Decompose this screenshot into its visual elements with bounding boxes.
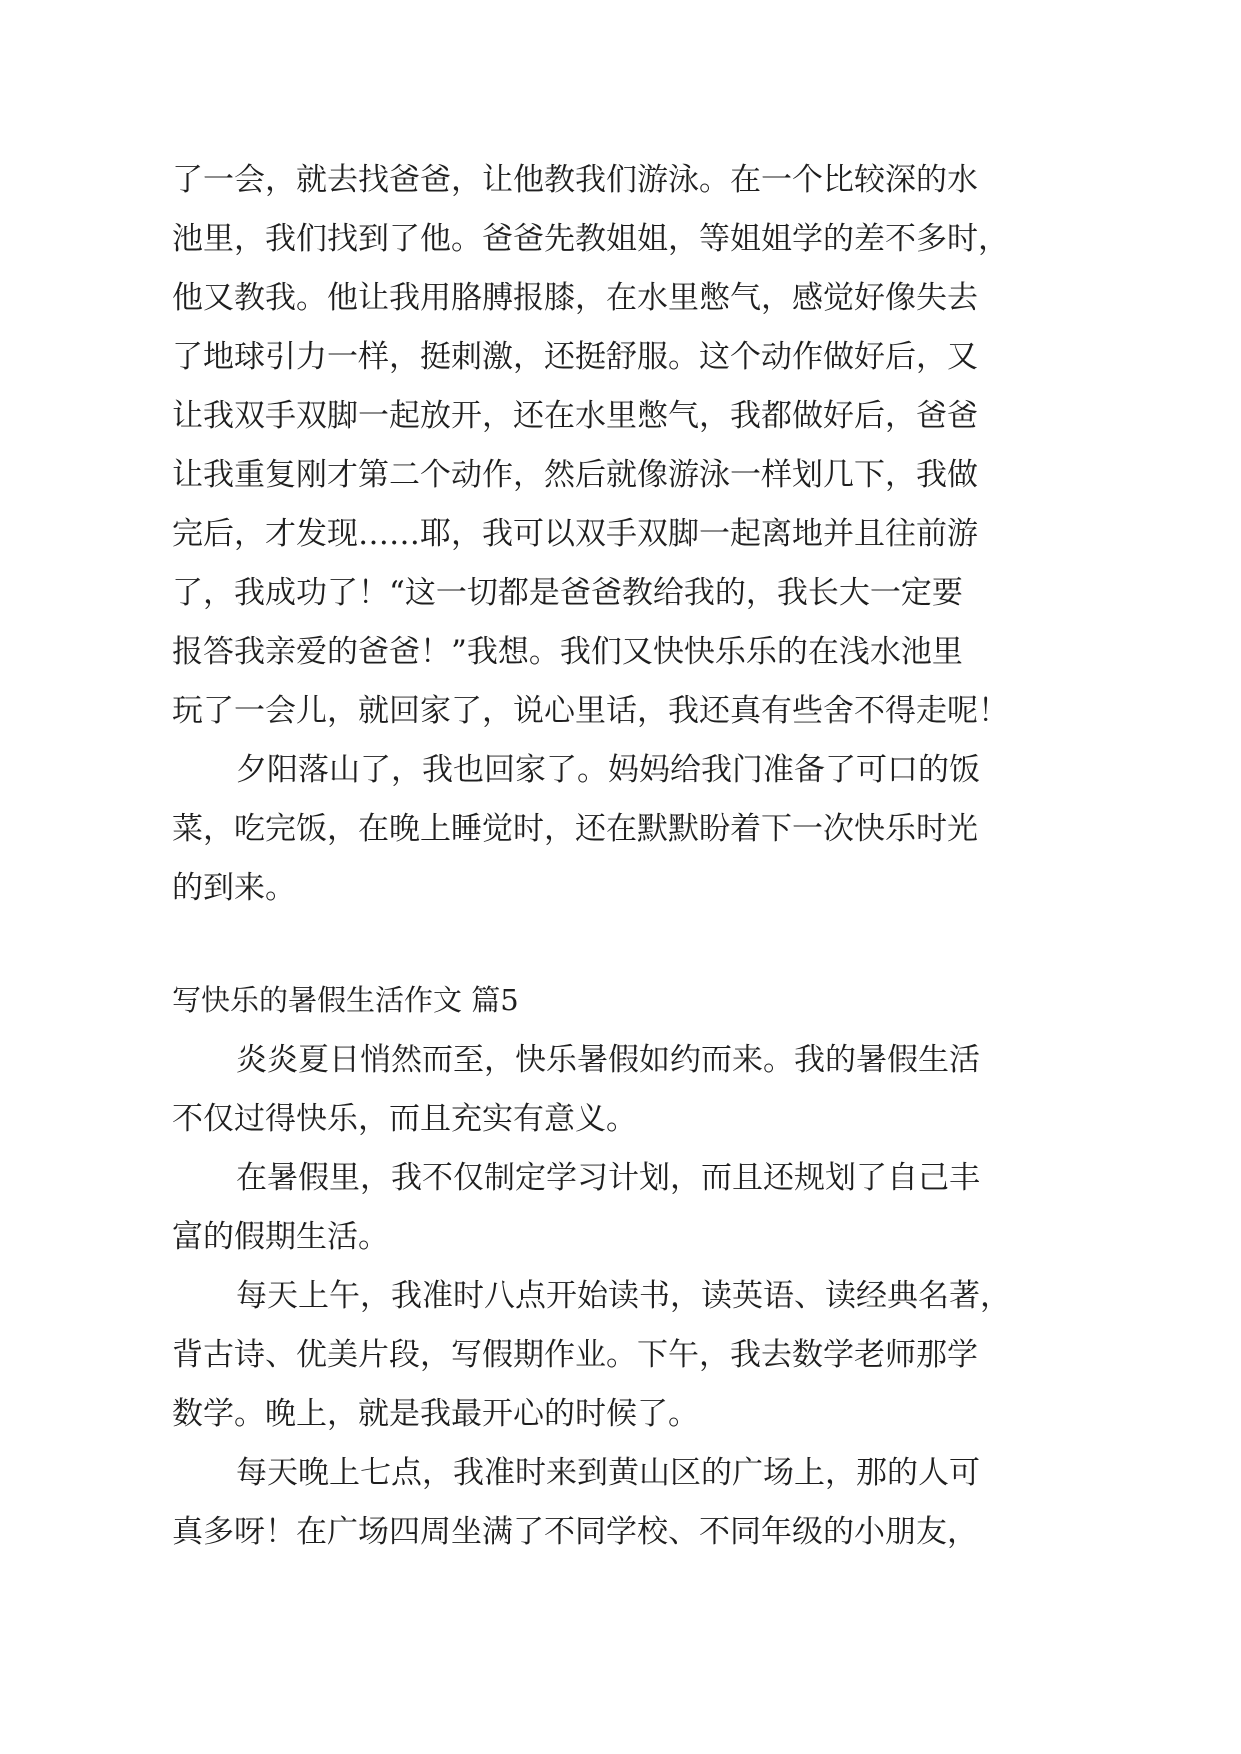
text-line bbox=[0, 1148, 1241, 1208]
line-text: 背古诗、优美片段，写假期作业。下午，我去数学老师那学 bbox=[172, 1337, 978, 1373]
line-text: 夕阳落山了，我也回家了。妈妈给我门准备了可口的饭 bbox=[236, 752, 980, 788]
text-line bbox=[0, 681, 1241, 741]
line-text: 富的假期生活。 bbox=[172, 1219, 389, 1255]
text-line bbox=[0, 150, 1241, 210]
line-text: 数学。晚上，就是我最开心的时候了。 bbox=[172, 1396, 699, 1432]
text-line bbox=[0, 327, 1241, 387]
text-line bbox=[0, 1443, 1241, 1503]
text-line bbox=[0, 445, 1241, 505]
text-line bbox=[0, 1384, 1241, 1444]
text-line bbox=[0, 1207, 1241, 1267]
line-text: 每天晚上七点，我准时来到黄山区的广场上，那的人可 bbox=[236, 1455, 980, 1491]
line-text: 玩了一会儿，就回家了，说心里话，我还真有些舍不得走呢！ bbox=[172, 693, 1009, 729]
text-line bbox=[0, 1089, 1241, 1149]
line-text: 池里，我们找到了他。爸爸先教姐姐，等姐姐学的差不多时， bbox=[172, 221, 1009, 257]
line-text: 每天上午，我准时八点开始读书，读英语、读经典名著， bbox=[236, 1278, 1011, 1314]
text-line bbox=[0, 858, 1241, 918]
line-text: 的到来。 bbox=[172, 870, 296, 906]
text-line bbox=[0, 563, 1241, 623]
line-text: 报答我亲爱的爸爸！”我想。我们又快快乐乐的在浅水池里 bbox=[172, 634, 963, 670]
line-text: 完后，才发现……耶，我可以双手双脚一起离地并且往前游 bbox=[172, 516, 978, 552]
text-line bbox=[0, 209, 1241, 269]
text-line bbox=[0, 799, 1241, 859]
text-line bbox=[0, 268, 1241, 328]
text-line bbox=[0, 1502, 1241, 1562]
text-line bbox=[0, 1325, 1241, 1385]
text-line bbox=[0, 1030, 1241, 1090]
line-text: 不仅过得快乐，而且充实有意义。 bbox=[172, 1101, 637, 1137]
section-heading bbox=[0, 970, 1241, 1030]
text-line bbox=[0, 386, 1241, 446]
text-line bbox=[0, 622, 1241, 682]
text-line bbox=[0, 1266, 1241, 1326]
line-text: 炎炎夏日悄然而至，快乐暑假如约而来。我的暑假生活 bbox=[236, 1042, 980, 1078]
text-line bbox=[0, 504, 1241, 564]
line-text: 菜，吃完饭，在晚上睡觉时，还在默默盼着下一次快乐时光 bbox=[172, 811, 978, 847]
line-text: 让我双手双脚一起放开，还在水里憋气，我都做好后，爸爸 bbox=[172, 398, 978, 434]
line-text: 了一会，就去找爸爸，让他教我们游泳。在一个比较深的水 bbox=[172, 162, 978, 198]
line-text: 了地球引力一样，挺刺激，还挺舒服。这个动作做好后，又 bbox=[172, 339, 978, 375]
line-text: 真多呀！在广场四周坐满了不同学校、不同年级的小朋友， bbox=[172, 1514, 978, 1550]
line-text: 了，我成功了！“这一切都是爸爸教给我的，我长大一定要 bbox=[172, 575, 963, 611]
line-text: 他又教我。他让我用胳膊报膝，在水里憋气，感觉好像失去 bbox=[172, 280, 978, 316]
text-line bbox=[0, 740, 1241, 800]
line-text: 让我重复刚才第二个动作，然后就像游泳一样划几下，我做 bbox=[172, 457, 978, 493]
section-title: 写快乐的暑假生活作文 篇5 bbox=[172, 983, 519, 1017]
line-text: 在暑假里，我不仅制定学习计划，而且还规划了自己丰 bbox=[236, 1160, 980, 1196]
